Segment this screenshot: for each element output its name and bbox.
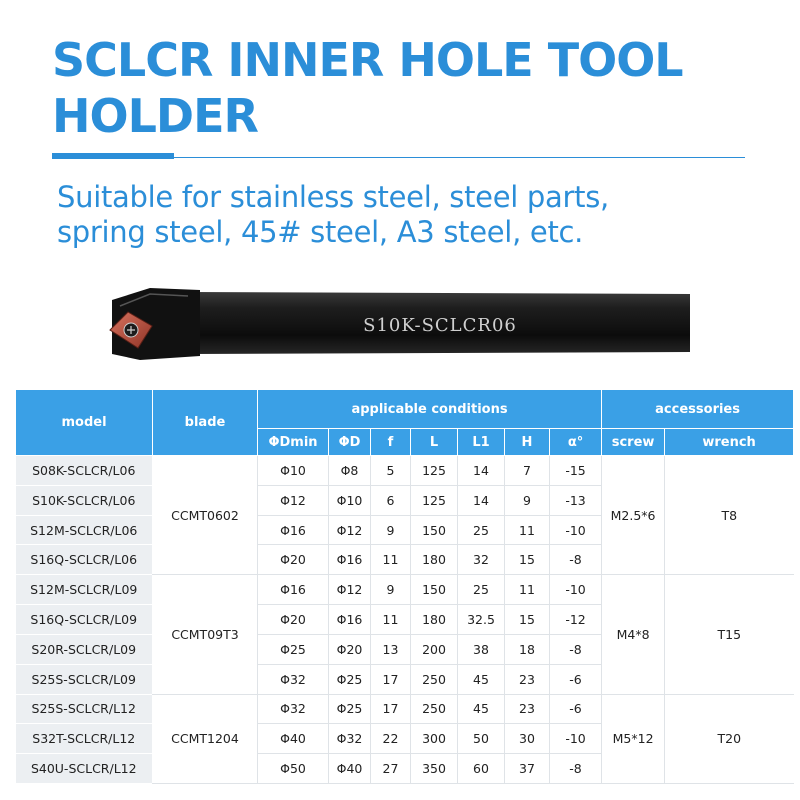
header-accessories: accessories — [602, 390, 794, 429]
value-cell: 13 — [371, 634, 411, 664]
value-cell: Φ40 — [329, 754, 371, 784]
value-cell: -8 — [550, 634, 602, 664]
value-cell: -8 — [550, 545, 602, 575]
value-cell: 125 — [411, 485, 458, 515]
title-divider-accent — [52, 153, 174, 159]
value-cell: 350 — [411, 754, 458, 784]
spec-table — [15, 389, 794, 784]
header-l: L — [411, 429, 458, 456]
value-cell: 23 — [505, 694, 550, 724]
value-cell: 11 — [505, 515, 550, 545]
value-cell: 9 — [371, 515, 411, 545]
title-line-1: SCLCR INNER HOLE TOOL — [52, 33, 683, 87]
value-cell: Φ50 — [258, 754, 329, 784]
value-cell: 37 — [505, 754, 550, 784]
value-cell: 14 — [458, 485, 505, 515]
wrench-cell: T8 — [665, 456, 794, 575]
value-cell: 27 — [371, 754, 411, 784]
model-cell: S12M-SCLCR/L06 — [16, 515, 153, 545]
model-cell: S16Q-SCLCR/L09 — [16, 605, 153, 635]
value-cell: 17 — [371, 664, 411, 694]
value-cell: Φ10 — [329, 485, 371, 515]
value-cell: Φ12 — [258, 485, 329, 515]
header-model: model — [16, 390, 153, 456]
value-cell: -12 — [550, 605, 602, 635]
value-cell: 32.5 — [458, 605, 505, 635]
value-cell: -8 — [550, 754, 602, 784]
header-f: f — [371, 429, 411, 456]
value-cell: 6 — [371, 485, 411, 515]
blade-cell: CCMT09T3 — [153, 575, 258, 694]
value-cell: Φ25 — [329, 694, 371, 724]
value-cell: Φ40 — [258, 724, 329, 754]
value-cell: 125 — [411, 456, 458, 486]
value-cell: Φ16 — [258, 575, 329, 605]
value-cell: 200 — [411, 634, 458, 664]
value-cell: 7 — [505, 456, 550, 486]
wrench-cell: T15 — [665, 575, 794, 694]
model-cell: S08K-SCLCR/L06 — [16, 456, 153, 486]
value-cell: Φ16 — [329, 545, 371, 575]
table-row — [16, 694, 794, 724]
value-cell: 11 — [371, 545, 411, 575]
value-cell: 9 — [371, 575, 411, 605]
header-blade: blade — [153, 390, 258, 456]
model-cell: S12M-SCLCR/L09 — [16, 575, 153, 605]
blade-cell: CCMT0602 — [153, 456, 258, 575]
value-cell: 15 — [505, 545, 550, 575]
value-cell: 45 — [458, 664, 505, 694]
value-cell: 250 — [411, 664, 458, 694]
value-cell: Φ10 — [258, 456, 329, 486]
value-cell: 180 — [411, 545, 458, 575]
header-l1: L1 — [458, 429, 505, 456]
value-cell: -15 — [550, 456, 602, 486]
screw-cell: M2.5*6 — [602, 456, 665, 575]
value-cell: Φ25 — [258, 634, 329, 664]
header-wrench: wrench — [665, 429, 794, 456]
page-title — [52, 32, 772, 144]
value-cell: 25 — [458, 515, 505, 545]
value-cell: 14 — [458, 456, 505, 486]
subtitle-line-2: spring steel, 45# steel, A3 steel, etc. — [57, 215, 584, 249]
value-cell: 17 — [371, 694, 411, 724]
value-cell: 5 — [371, 456, 411, 486]
value-cell: 22 — [371, 724, 411, 754]
value-cell: 25 — [458, 575, 505, 605]
model-cell: S40U-SCLCR/L12 — [16, 754, 153, 784]
value-cell: -6 — [550, 694, 602, 724]
screw-cell: M5*12 — [602, 694, 665, 784]
value-cell: 11 — [505, 575, 550, 605]
model-cell: S16Q-SCLCR/L06 — [16, 545, 153, 575]
value-cell: 11 — [371, 605, 411, 635]
value-cell: Φ12 — [329, 575, 371, 605]
value-cell: 32 — [458, 545, 505, 575]
model-cell: S32T-SCLCR/L12 — [16, 724, 153, 754]
title-line-2: HOLDER — [52, 89, 258, 143]
value-cell: 18 — [505, 634, 550, 664]
subtitle — [57, 180, 777, 250]
model-cell: S10K-SCLCR/L06 — [16, 485, 153, 515]
header-conditions: applicable conditions — [258, 390, 602, 429]
value-cell: -10 — [550, 575, 602, 605]
tool-holder-image — [0, 270, 800, 390]
value-cell: 180 — [411, 605, 458, 635]
value-cell: -10 — [550, 724, 602, 754]
value-cell: 38 — [458, 634, 505, 664]
value-cell: Φ20 — [329, 634, 371, 664]
subtitle-line-1: Suitable for stainless steel, steel parts, — [57, 180, 609, 214]
value-cell: -10 — [550, 515, 602, 545]
value-cell: Φ32 — [329, 724, 371, 754]
value-cell: 23 — [505, 664, 550, 694]
value-cell: Φ32 — [258, 694, 329, 724]
tool-marking: S10K-SCLCR06 — [363, 315, 517, 336]
value-cell: Φ12 — [329, 515, 371, 545]
value-cell: Φ8 — [329, 456, 371, 486]
header-alpha: α° — [550, 429, 602, 456]
value-cell: -6 — [550, 664, 602, 694]
model-cell: S20R-SCLCR/L09 — [16, 634, 153, 664]
value-cell: Φ25 — [329, 664, 371, 694]
value-cell: 60 — [458, 754, 505, 784]
value-cell: 150 — [411, 515, 458, 545]
value-cell: 9 — [505, 485, 550, 515]
header-dmin: ΦDmin — [258, 429, 329, 456]
table-row — [16, 575, 794, 605]
value-cell: 45 — [458, 694, 505, 724]
header-screw: screw — [602, 429, 665, 456]
value-cell: 150 — [411, 575, 458, 605]
value-cell: Φ20 — [258, 545, 329, 575]
table-row — [16, 456, 794, 486]
model-cell: S25S-SCLCR/L09 — [16, 664, 153, 694]
value-cell: -13 — [550, 485, 602, 515]
value-cell: 15 — [505, 605, 550, 635]
value-cell: 300 — [411, 724, 458, 754]
wrench-cell: T20 — [665, 694, 794, 784]
header-h: H — [505, 429, 550, 456]
value-cell: Φ16 — [258, 515, 329, 545]
header-d: ΦD — [329, 429, 371, 456]
value-cell: 250 — [411, 694, 458, 724]
value-cell: Φ20 — [258, 605, 329, 635]
value-cell: 50 — [458, 724, 505, 754]
value-cell: Φ32 — [258, 664, 329, 694]
blade-cell: CCMT1204 — [153, 694, 258, 784]
value-cell: 30 — [505, 724, 550, 754]
value-cell: Φ16 — [329, 605, 371, 635]
screw-cell: M4*8 — [602, 575, 665, 694]
model-cell: S25S-SCLCR/L12 — [16, 694, 153, 724]
